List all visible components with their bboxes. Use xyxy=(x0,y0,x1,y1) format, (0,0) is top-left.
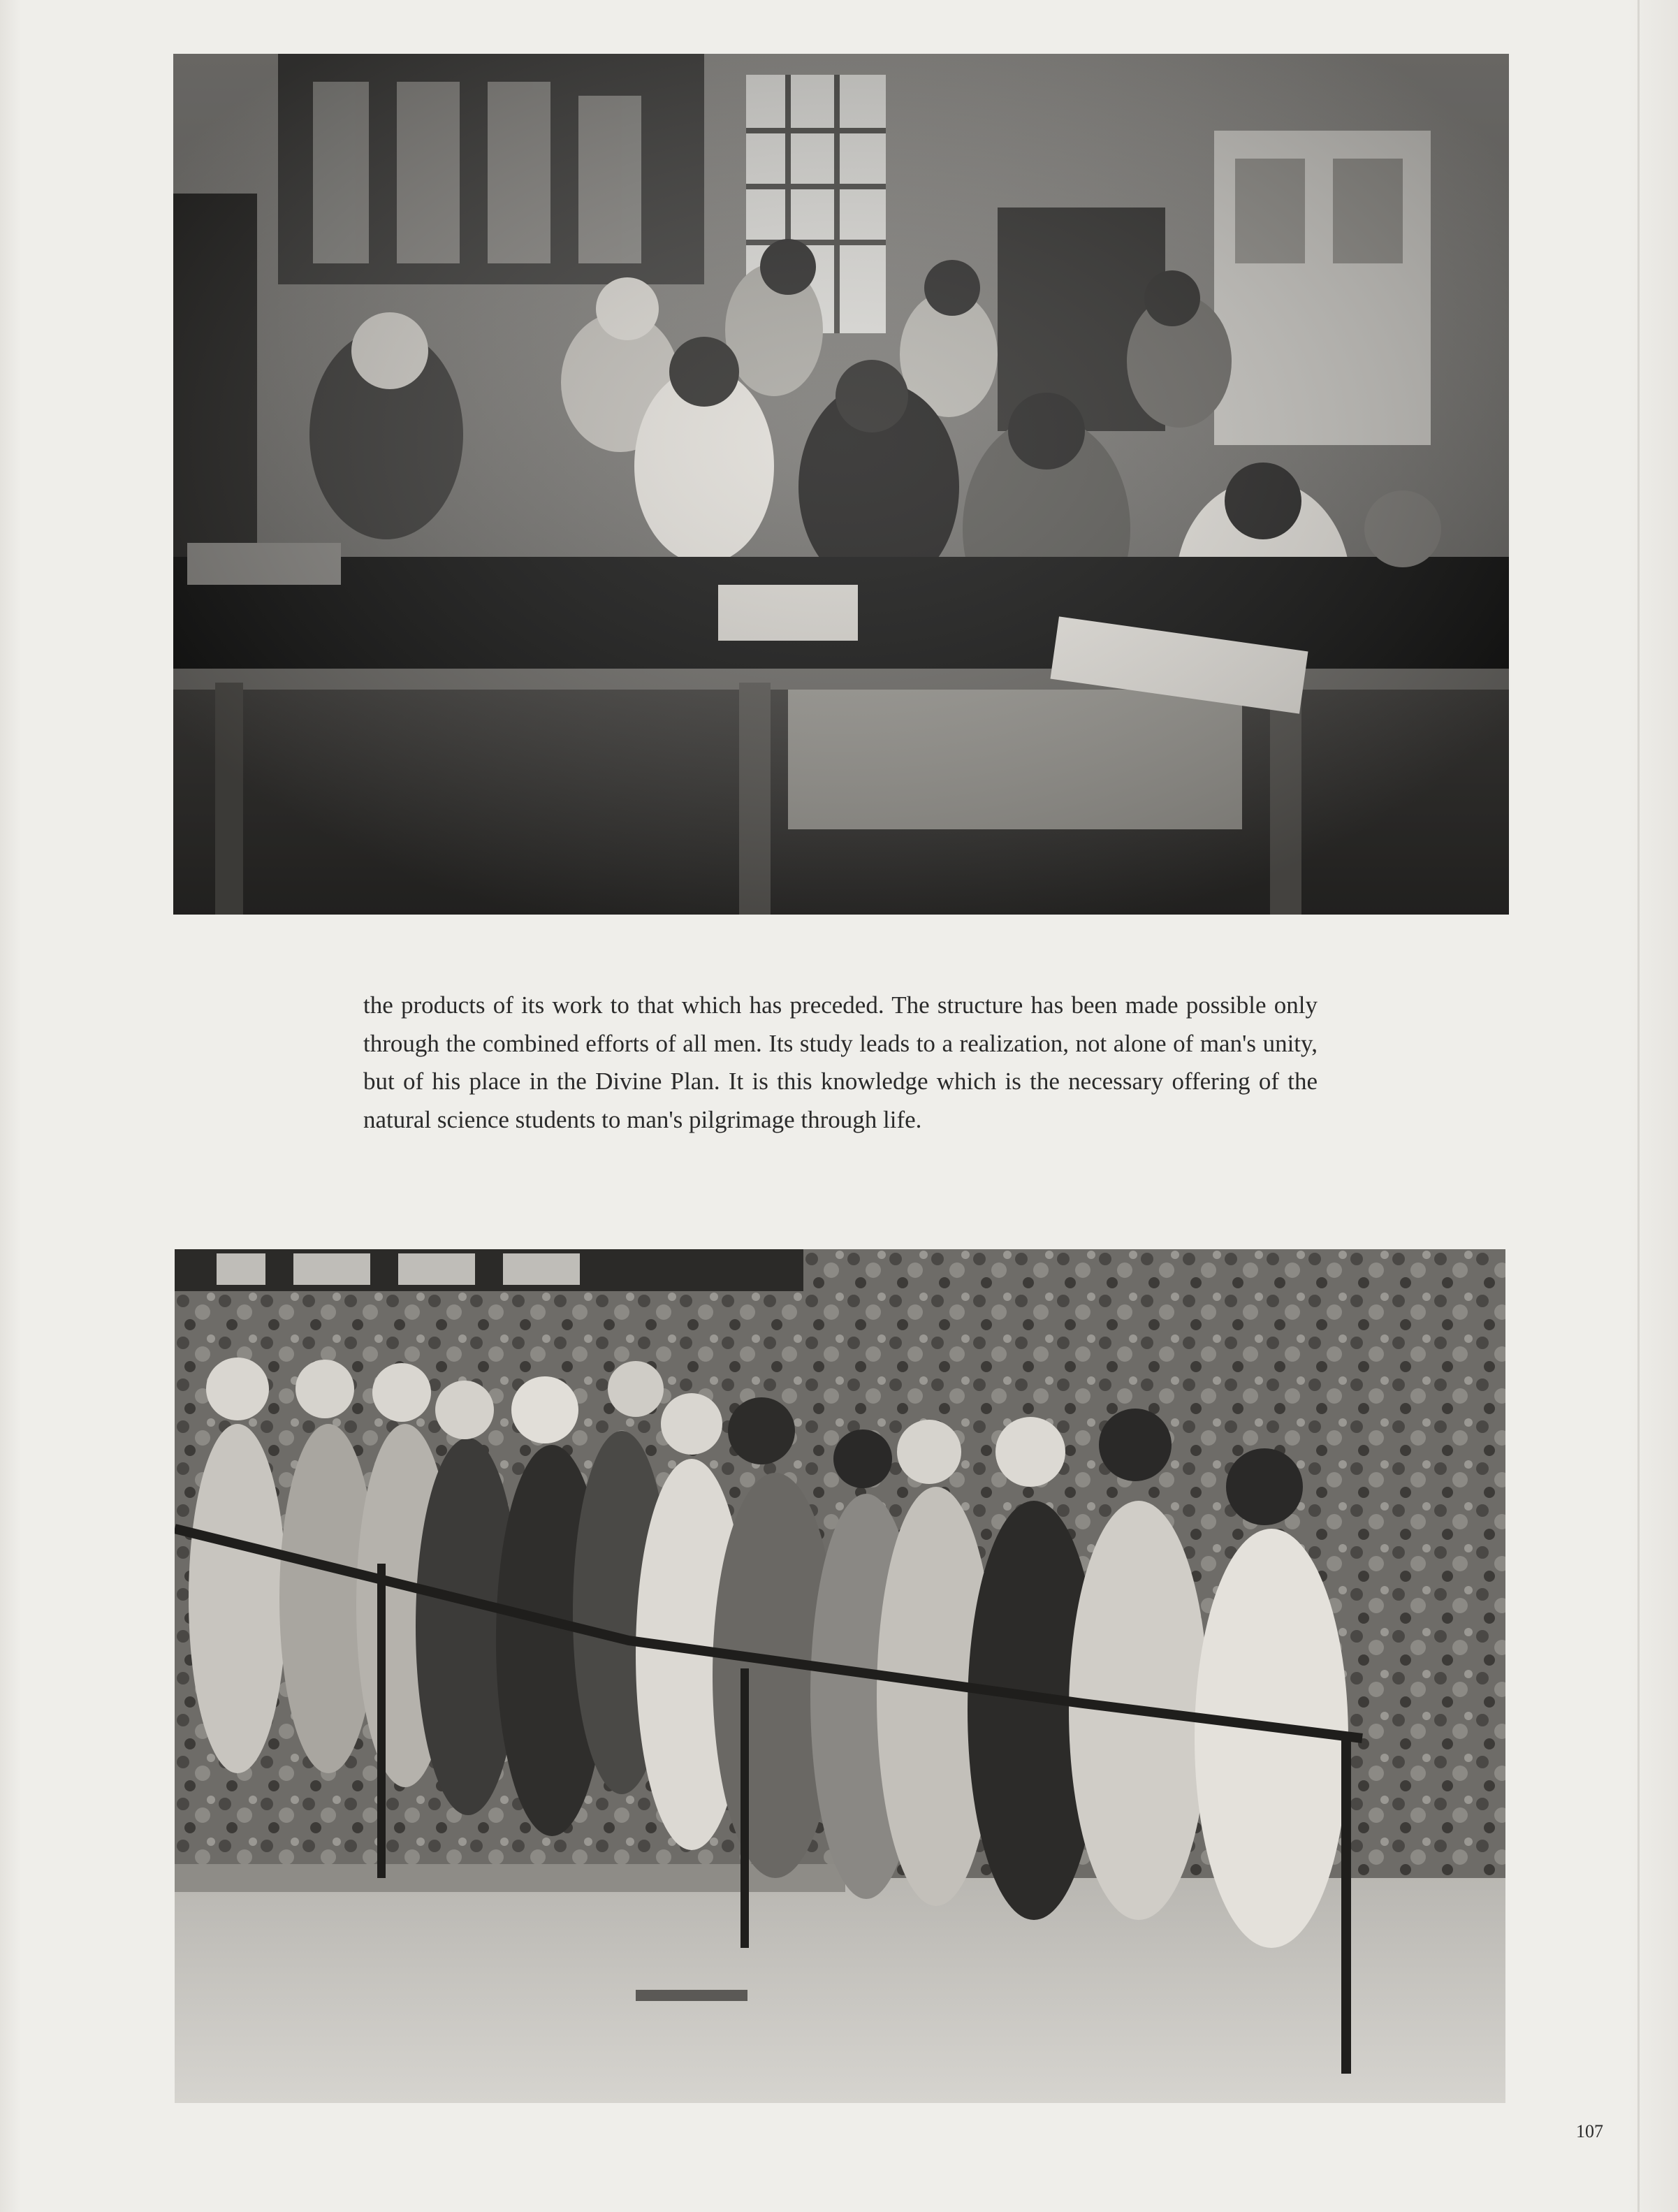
lab-class-photo-image xyxy=(173,54,1509,915)
page-number: 107 xyxy=(1576,2121,1603,2141)
binding-edge xyxy=(1637,0,1640,2212)
lab-class-photo xyxy=(173,54,1509,915)
student-group-photo xyxy=(175,1249,1505,2103)
body-paragraph: the products of its work to that which has preceded. The structure has been made possible only through the combined efforts of all men. Its study leads to a realization, not alone of man's unity, but of his place in the Divine Plan. It is this knowledge which is the necessary offering of the natural science students to man's pilgrimage through life. xyxy=(363,991,1318,1133)
student-group-photo-image xyxy=(175,1249,1505,2103)
